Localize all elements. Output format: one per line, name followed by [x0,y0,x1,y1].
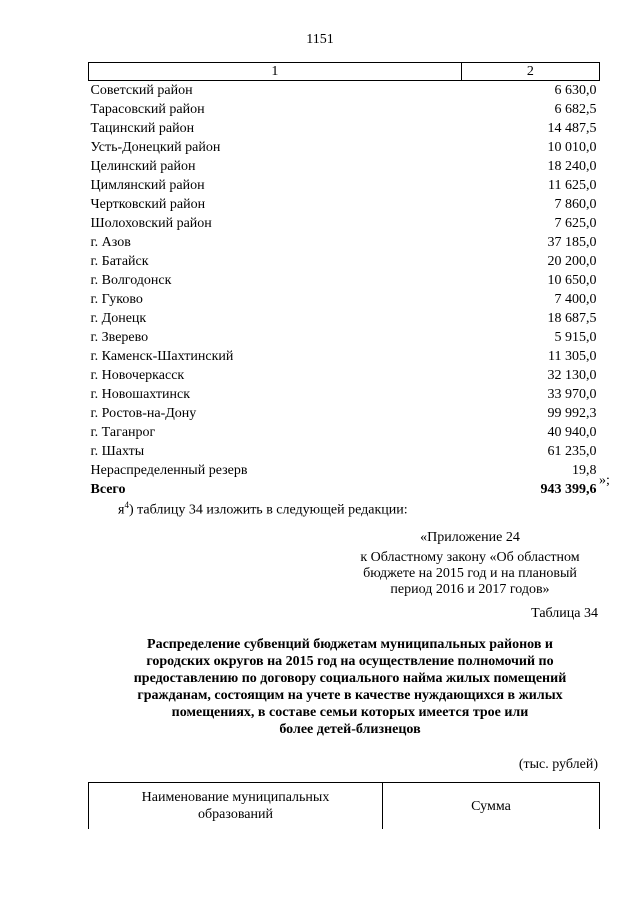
amount-value: 6 630,0 [554,83,597,98]
title-line-5: помещениях, в составе семьи которых имеется трое или [171,705,529,720]
table-row [89,328,600,347]
amount-value: 61 235,0 [547,444,597,459]
title-line-3: предоставлению по договору социального найма жилых помещений [133,671,567,686]
municipality-name: г. Ростов-на-Дону [90,406,197,421]
amount-value: 19,8 [572,463,597,478]
table-row [89,195,600,214]
municipality-name: г. Азов [90,235,131,250]
table-row [89,138,600,157]
table-row [89,100,600,119]
amount-value: 18 687,5 [547,311,597,326]
total-label: Всего [90,482,126,497]
municipality-name: г. Батайск [90,254,149,269]
column-header-amount: Сумма [383,783,600,830]
municipality-name: г. Донецк [90,311,147,326]
title-line-1: Распределение субвенций бюджетам муниципальных районов и [147,637,553,652]
amendment-prefix: я [118,502,125,518]
amount-value: 7 400,0 [554,292,597,307]
table-row [89,423,600,442]
table-row [89,119,600,138]
table-row [89,157,600,176]
amount-value: 40 940,0 [547,425,597,440]
amount-value: 33 970,0 [547,387,597,402]
table-header-row [89,63,600,81]
appendix-line-3: период 2016 и 2017 годов» [390,582,550,597]
column-header-2: 2 [461,63,599,81]
table-row [89,347,600,366]
municipality-name: г. Зверево [90,330,149,345]
table-row [89,81,600,101]
table-row [89,252,600,271]
title-line-4: гражданам, состоящим на учете в качестве нуждающихся в жилых [137,688,563,703]
municipality-name: Нераспределенный резерв [90,463,248,478]
table-row [89,290,600,309]
table-row [89,385,600,404]
municipality-name: г. Новошахтинск [90,387,191,402]
table-number: Таблица 34 [531,606,598,621]
column-header-1: 1 [89,63,462,81]
table-row [89,442,600,461]
amount-value: 10 010,0 [547,140,597,155]
column-header-municipality [89,783,383,830]
table-total-row [89,480,600,499]
amount-value: 10 650,0 [547,273,597,288]
municipality-name: Тарасовский район [90,102,205,117]
table-row [89,309,600,328]
subvention-table-header [88,782,600,829]
municipality-name: г. Каменск-Шахтинский [90,349,234,364]
closing-quote-mark: »; [599,473,610,488]
municipality-name: г. Шахты [90,444,145,459]
municipality-name: Шолоховский район [90,216,212,231]
appendix-line-1: к Областному закону «Об областном [360,550,580,565]
units-label: (тыс. рублей) [518,757,598,772]
municipality-name: г. Таганрог [90,425,156,440]
column-header-municipality-line-1: Наименование муниципальных [141,790,330,805]
table-row [89,404,600,423]
title-line-6: более детей-близнецов [279,722,421,737]
amendment-paragraph [118,500,408,519]
amount-value: 18 240,0 [547,159,597,174]
amount-value: 99 992,3 [547,406,597,421]
appendix-line-2: бюджете на 2015 год и на плановый [363,566,577,581]
amount-value: 5 915,0 [554,330,597,345]
municipality-name: г. Новочеркасск [90,368,185,383]
budget-table [88,62,600,499]
municipality-name: Усть-Донецкий район [90,140,221,155]
column-header-municipality-line-2: образований [198,807,273,822]
document-title [90,636,610,738]
amount-value: 7 625,0 [554,216,597,231]
amount-value: 14 487,5 [547,121,597,136]
amount-value: 7 860,0 [554,197,597,212]
table-row [89,176,600,195]
amendment-sup: 4 [124,500,129,510]
amendment-text: ) таблицу 34 изложить в следующей редакции: [128,502,408,518]
municipality-name: Тацинский район [90,121,195,136]
total-value: 943 399,6 [540,482,597,497]
amount-value: 11 305,0 [548,349,597,364]
page-number: 1151 [306,32,334,47]
table-row [89,233,600,252]
appendix-block [330,530,610,598]
table-row [89,271,600,290]
municipality-name: г. Волгодонск [90,273,172,288]
municipality-name: г. Гуково [90,292,143,307]
amount-value: 6 682,5 [554,102,597,117]
table-row [89,366,600,385]
municipality-name: Цимлянский район [90,178,205,193]
table-row [89,214,600,233]
table-row [89,461,600,480]
municipality-name: Чертковский район [90,197,206,212]
appendix-title: «Приложение 24 [420,530,520,545]
municipality-name: Советский район [90,83,193,98]
amount-value: 11 625,0 [548,178,597,193]
amount-value: 20 200,0 [547,254,597,269]
municipality-name: Целинский район [90,159,196,174]
title-line-2: городских округов на 2015 год на осуществление полномочий по [146,654,554,669]
amount-value: 32 130,0 [547,368,597,383]
amount-value: 37 185,0 [547,235,597,250]
table-body [89,81,600,500]
